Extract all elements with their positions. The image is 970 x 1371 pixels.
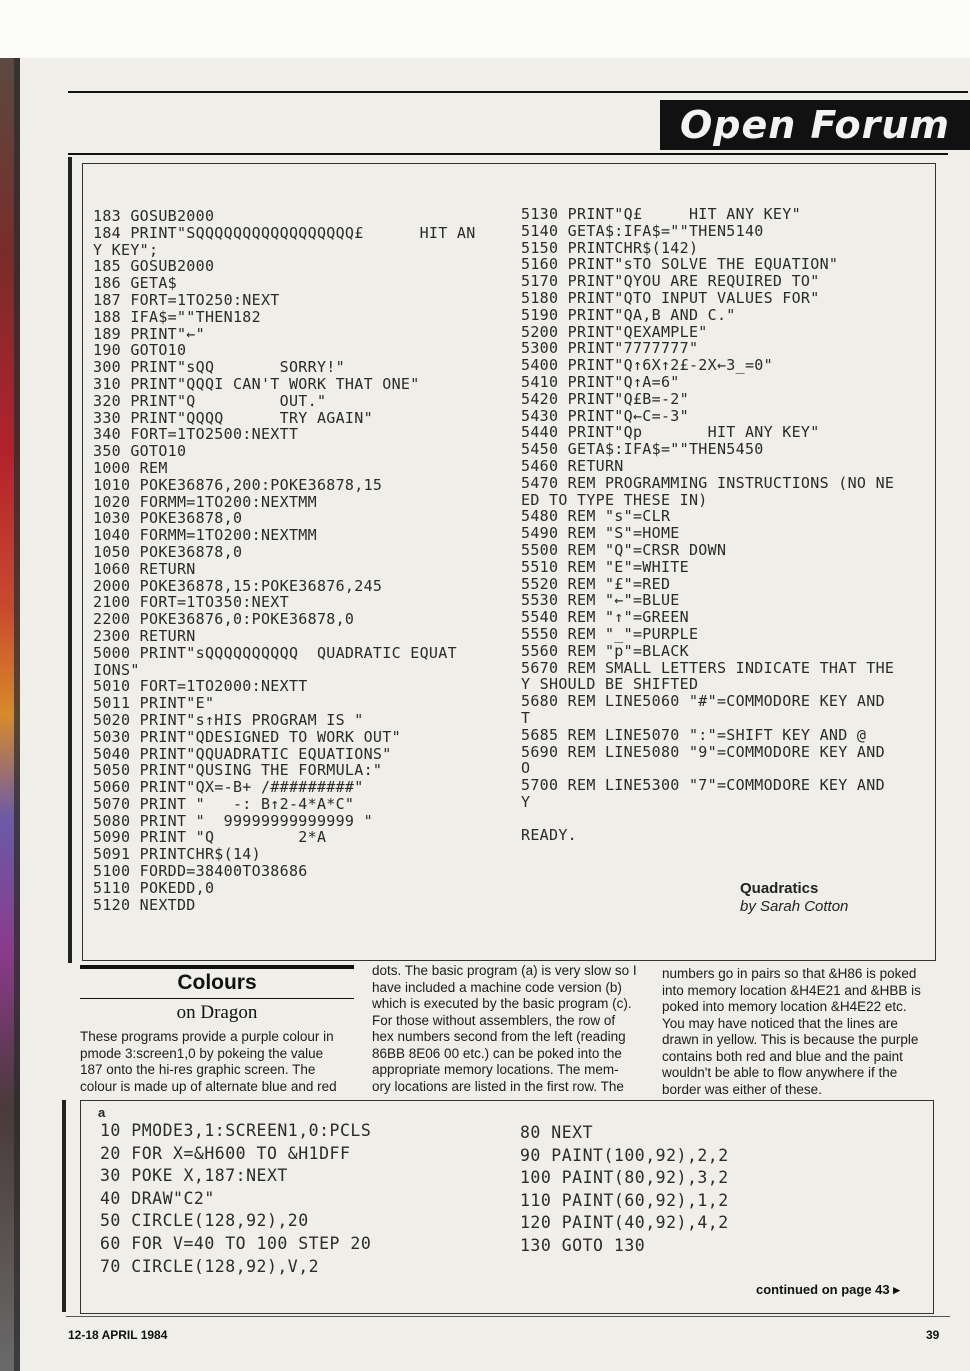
program-author: by Sarah Cotton [740,898,849,915]
continued-note: continued on page 43 ▸ [756,1282,900,1297]
code-line: 5670 REM SMALL LETTERS INDICATE THAT THE [521,658,895,677]
article-column-2 [372,963,647,1095]
code-line: 5091 PRINTCHR$(14) [93,845,261,864]
code-line: 1030 POKE36878,0 [93,509,243,528]
code-line: 188 IFA$=""THEN182 [93,307,261,326]
listing-a-label: a [98,1105,106,1120]
code-line: 70 CIRCLE(128,92),V,2 [100,1256,320,1276]
code-line: 320 PRINT"Q OUT." [93,391,327,410]
code-line: 5090 PRINT "Q 2*A [93,828,327,847]
code-line: 100 PAINT(80,92),3,2 [520,1168,729,1188]
code-line: 10 PMODE3,1:SCREEN1,0:PCLS [100,1121,372,1140]
code-line: 20 FOR X=&H600 TO &H1DFF [100,1143,351,1163]
header-rule [68,91,968,93]
code-line: 5560 REM "p"=BLACK [521,641,689,660]
code-line: 5460 RETURN [521,456,624,475]
code-line: 310 PRINT"QQQI CAN'T WORK THAT ONE" [93,374,420,393]
listing-frame-edge [62,1100,66,1312]
code-line: 5700 REM LINE5300 "7"=COMMODORE KEY AND [521,776,885,795]
code-line: 5680 REM LINE5060 "#"=COMMODORE KEY AND [521,692,885,711]
code-line: 5530 REM "←"=BLUE [521,591,680,610]
code-line: 5420 PRINT"Q£B=-2" [521,389,689,408]
issue-date: 12-18 APRIL 1984 [68,1328,168,1342]
code-line: 60 FOR V=40 TO 100 STEP 20 [100,1233,372,1253]
footer-rule [66,1316,950,1317]
code-line: 5450 GETA$:IFA$=""THEN5450 [521,440,764,459]
article-line: You may have noticed that the lines are [662,1015,898,1031]
code-line: ED TO TYPE THESE IN) [521,490,708,509]
code-line: READY. [521,826,577,845]
article-subtitle-rule [80,998,354,999]
code-line: 5160 PRINT"sTO SOLVE THE EQUATION" [521,255,839,274]
code-line: 1050 POKE36878,0 [93,542,243,561]
code-line: 5690 REM LINE5080 "9"=COMMODORE KEY AND [521,742,885,761]
code-line: 184 PRINT"SQQQQQQQQQQQQQQQQQ£ HIT AN [93,223,476,242]
code-line: 5470 REM PROGRAMMING INSTRUCTIONS (NO NE [521,473,895,492]
code-line: 5500 REM "Q"=CRSR DOWN [521,540,727,559]
article-line: border was either of these. [662,1081,822,1097]
program-title: Quadratics [740,880,819,897]
code-line: 1040 FORMM=1TO200:NEXTMM [93,526,317,545]
code-line: 50 CIRCLE(128,92),20 [100,1211,309,1231]
article-line: which is executed by the basic program (c). [372,996,632,1011]
code-line: 2200 POKE36876,0:POKE36878,0 [93,610,355,629]
code-line: 30 POKE X,187:NEXT [100,1166,288,1186]
code-line: 5150 PRINTCHR$(142) [521,238,699,257]
code-line: 5020 PRINT"s↑HIS PROGRAM IS " [93,710,364,729]
article-line: poked into memory location &H4E22 etc. [662,999,907,1014]
code-line: 187 FORT=1TO250:NEXT [93,290,280,309]
code-line: 5170 PRINT"QYOU ARE REQUIRED TO" [521,272,820,291]
code-line: 5400 PRINT"Q↑6X↑2£-2X←3_=0" [521,356,773,375]
listing-a-right-column [520,1122,729,1258]
code-line: 5440 PRINT"Qp HIT ANY KEY" [521,423,820,442]
article-line: ory locations are listed in the first row. The [372,1078,624,1094]
article-line: hex numbers second from the left (reading [372,1029,626,1044]
article-line: colour is made up of alternate blue and red [80,1078,337,1094]
section-banner [660,100,970,150]
code-line: 5480 REM "s"=CLR [521,507,671,526]
code-line: 90 PAINT(100,92),2,2 [520,1145,729,1165]
code-line: 5550 REM "_"=PURPLE [521,624,699,643]
code-line: 5180 PRINT"QTO INPUT VALUES FOR" [521,288,820,307]
article-title: Colours [177,971,257,994]
code-line: O [521,759,531,778]
article-line: have included a machine code version (b) [372,979,622,995]
code-line: 5140 GETA$:IFA$=""THEN5140 [521,221,764,240]
code-line: 5685 REM LINE5070 ":"=SHIFT KEY AND @ [521,725,867,744]
article-line: 187 onto the hi-res graphic screen. The [80,1062,316,1077]
code-line: 5120 NEXTDD [93,895,196,914]
code-line: 5100 FORDD=38400TO38686 [93,862,308,881]
article-line: 86BB 8E06 00 etc.) can be poked into the [372,1045,622,1061]
code-line: 1020 FORMM=1TO200:NEXTMM [93,492,317,511]
code-line: 5060 PRINT"QX=-B+ /#########" [93,778,364,797]
code-line: 1010 POKE36876,200:POKE36878,15 [93,475,383,494]
code-line: Y SHOULD BE SHIFTED [521,675,699,694]
article-line: For those without assemblers, the row of [372,1012,616,1028]
code-line: 300 PRINT"sQQ SORRY!" [93,358,345,377]
code-line: 1060 RETURN [93,559,196,578]
code-line [521,811,894,828]
article-column-3 [662,966,934,1098]
code-line: 80 NEXT [520,1123,594,1142]
code-line: 2300 RETURN [93,626,196,645]
article-line: contains both red and blue and the paint [662,1048,903,1064]
article-line: pmode 3:screen1,0 by pokeing the value [80,1045,324,1061]
code-line: 5430 PRINT"Q←C=-3" [521,406,689,425]
program-listing-left-column [93,208,476,913]
article-line: numbers go in pairs so that &H86 is poked [662,966,917,981]
code-line: 40 DRAW"C2" [100,1188,215,1208]
page-number: 39 [926,1328,940,1342]
banner-rule [68,153,948,155]
top-margin [0,0,970,58]
code-line: 350 GOTO10 [93,442,187,461]
code-line: 110 PAINT(60,92),1,2 [520,1190,729,1210]
code-line: 5130 PRINT"Q£ HIT ANY KEY" [521,205,801,223]
code-line: 5050 PRINT"QUSING THE FORMULA:" [93,761,383,780]
code-line: 340 FORT=1TO2500:NEXTT [93,425,299,444]
code-line: 1000 REM [93,458,168,477]
code-line: 5010 FORT=1TO2000:NEXTT [93,677,308,696]
listing-a-left-column [100,1120,371,1278]
code-line: 189 PRINT"←" [93,324,205,343]
code-line: 2100 FORT=1TO350:NEXT [93,593,289,612]
code-line: 186 GETA$ [93,274,177,293]
article-line: into memory location &H4E21 and &HBB is [662,982,921,998]
code-line: 183 GOSUB2000 [93,207,215,225]
page-spine-shadow [14,58,20,1371]
article-line: wouldn't be able to flow anywhere if the [662,1065,898,1080]
program-listing-right-column [521,206,894,844]
code-line: 5011 PRINT"E" [93,694,215,713]
code-line: 5080 PRINT " 99999999999999 " [93,811,373,830]
code-line: 330 PRINT"QQQQ TRY AGAIN" [93,408,373,427]
code-line: 130 GOTO 130 [520,1235,646,1255]
code-line: Y KEY"; [93,240,159,259]
article-column-1 [80,1029,354,1095]
code-line: 5070 PRINT " -: B↑2-4*A*C" [93,794,355,813]
article-line: dots. The basic program (a) is very slow so I [372,963,637,978]
code-line: 120 PAINT(40,92),4,2 [520,1213,729,1233]
section-banner-text: Open Forum [679,103,951,147]
code-line: 5410 PRINT"Q↑A=6" [521,372,680,391]
code-line: 5520 REM "£"=RED [521,574,671,593]
code-line: 190 GOTO10 [93,341,187,360]
code-line: 185 GOSUB2000 [93,257,215,276]
code-line: Y [521,792,531,811]
code-line: 5490 REM "S"=HOME [521,524,680,543]
article-line: These programs provide a purple colour in [80,1029,334,1044]
article-line: drawn in yellow. This is because the purple [662,1032,919,1047]
code-line: 5190 PRINT"QA,B AND C." [521,305,736,324]
code-line: 5000 PRINT"sQQQQQQQQQQ QUADRATIC EQUAT [93,643,457,662]
code-line: 5040 PRINT"QQUADRATIC EQUATIONS" [93,744,392,763]
code-line: 5510 REM "E"=WHITE [521,557,689,576]
article-title-rule [80,965,354,969]
article-line: appropriate memory locations. The mem- [372,1062,619,1077]
code-line: IONS" [93,660,140,679]
code-line: 5200 PRINT"QEXAMPLE" [521,322,708,341]
code-line: 2000 POKE36878,15:POKE36876,245 [93,576,383,595]
code-line: 5540 REM "↑"=GREEN [521,608,689,627]
article-subtitle: on Dragon [176,1002,258,1023]
code-line: 5110 POKEDD,0 [93,878,215,897]
code-line: T [521,708,531,727]
code-line: 5300 PRINT"7777777" [521,339,699,358]
code-line: 5030 PRINT"QDESIGNED TO WORK OUT" [93,727,401,746]
